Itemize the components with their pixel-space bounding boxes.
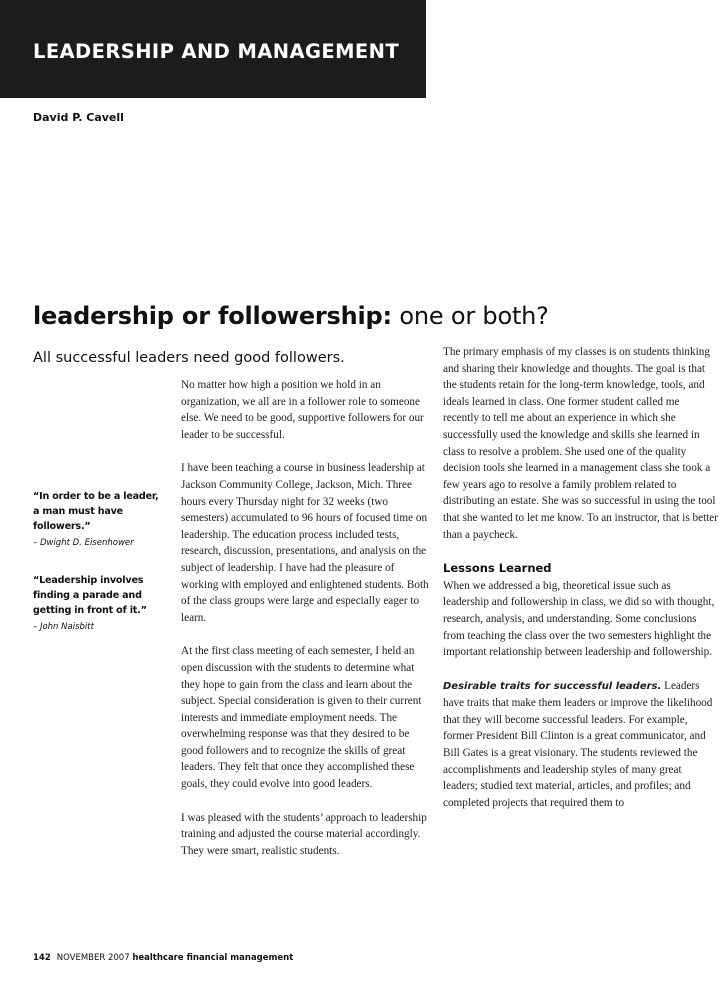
magazine-name: healthcare financial management <box>132 953 294 963</box>
headline-bold: leadership or followership: <box>33 302 392 330</box>
section-subhead: Lessons Learned <box>443 561 552 576</box>
author-byline: David P. Cavell <box>33 111 124 124</box>
body-paragraph: When we addressed a big, theoretical issue such as leadership and followership in class, we did so with thought, research, analysis, and understanding. Some conclusions from teaching the class over the two semesters highlight the important relationship between leadership and followership. <box>443 579 715 659</box>
body-paragraph: No matter how high a position we hold in an organization, we all are in a follower role to someone else. We need to be good, supportive followers for our leader to be successful. <box>181 379 424 441</box>
body-text: Leaders have traits that make them leaders or improve the likelihood that they will become successful leaders. For example, former President Bill Clinton is a great communicator, and Bill Gates is a great visionary. The students reviewed the accomplishments and leadership styles of many great leaders; studied text material, articles, and profiles; and completed projects that required them to <box>443 679 713 809</box>
pull-quote-attribution: – Dwight D. Eisenhower <box>33 538 134 548</box>
pull-quote-attribution: – John Naisbitt <box>33 622 94 632</box>
page-number: 142 <box>33 953 51 963</box>
right-column <box>443 344 718 828</box>
pull-quote-text: “Leadership involves finding a parade and getting in front of it.” <box>33 575 147 616</box>
pull-quote-2 <box>33 573 163 632</box>
article-headline <box>33 302 549 330</box>
pull-quote-1 <box>33 489 163 548</box>
body-paragraph: I was pleased with the students’ approach to leadership training and adjusted the course material accordingly. They were smart, realistic students. <box>181 811 427 857</box>
body-paragraph <box>443 678 718 812</box>
body-paragraph: At the first class meeting of each semester, I held an open discussion with the students to determine what they hope to gain from the class and learn about the subject. Special consideration is given to their current interests and immediate employment needs. The overwhelming response was that they desired to be good followers and to recognize the skills of great leaders. They felt that once they accomplished these goals, they could evolve into good leaders. <box>181 645 422 791</box>
pull-quote-text: “In order to be a leader, a man must have followers.” <box>33 491 159 532</box>
page-footer <box>33 953 293 963</box>
section-title: LEADERSHIP AND MANAGEMENT <box>33 40 400 63</box>
article-deck: All successful leaders need good followers. <box>33 350 345 366</box>
body-paragraph: The primary emphasis of my classes is on students thinking and sharing their knowledge and thoughts. The goal is that the students retain for the long-term knowledge, tools, and ideals learned in class. One former student called me recently to tell me about an experience in which she successfully used the knowledge and skills she learned in class to resolve a problem. She used one of the quality decision tools she learned in a management class she took a few years ago to resolve a family problem related to distributing an estate. She was so successful in using the tool that she wanted to let me know. To an instructor, that is better than a paycheck. <box>443 346 718 541</box>
issue-date: NOVEMBER 2007 <box>56 953 130 963</box>
run-in-heading: Desirable traits for successful leaders. <box>443 680 662 692</box>
middle-column <box>181 377 431 876</box>
headline-regular: one or both? <box>391 302 549 330</box>
body-paragraph: I have been teaching a course in business leadership at Jackson Community College, Jackson, Mich. Three hours every Thursday night for 32 weeks (two semesters) accumulated to 96 hours of focused time on leadership. The education process included tests, research, discussion, presentations, and analysis on the subject of leadership. I have had the pleasure of working with employed and enlightened students. Both of the class groups were large and especially eager to learn. <box>181 462 429 624</box>
section-banner <box>0 0 426 98</box>
